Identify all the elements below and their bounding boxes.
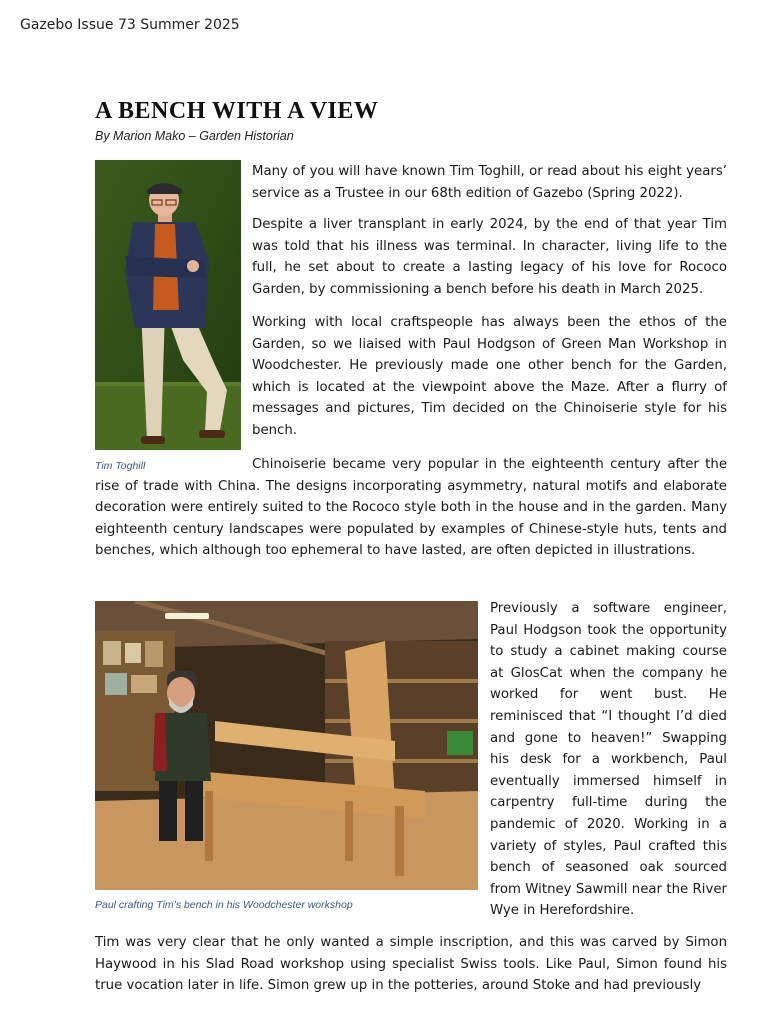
paragraph-paul-hodgson: Previously a software engineer, Paul Hodgson took the opportunity to study a cabinet making course at GlosCat when the company he worked for went bust. He reminisced that “I thought I’d died and gone to heaven!” Swapping his desk for a workbench, Paul eventually immersed himself in carpentry full-time during the pandemic of 2020. Working in a variety of styles, Paul crafted this bench of seasoned oak sourced from Witney Sawmill near the River Wye in Herefordshire. [490,601,727,919]
paragraph-illness: Despite a liver transplant in early 2024, by the end of that year Tim was told that his illness was terminal. In character, living life to the full, he set about to create a lasting legacy of his love for Rococo Garden, by commissioning a bench before his death in March 2025. [252,217,727,297]
paragraph-craftspeople: Working with local craftspeople has always been the ethos of the Garden, so we liaised with Paul Hodgson of Green Man Workshop in Woodchester. He previously made one other bench for the Garden, which is located at the viewpoint above the Maze. After a flurry of messages and pictures, Tim decided on the Chinoiserie style for his bench. [252,315,727,438]
workshop-photo [95,601,478,890]
article-byline: By Marion Mako – Garden Historian [95,129,294,143]
paragraph-intro: Many of you will have known Tim Toghill, or read about his eight years’ service as a Trustee in our 68th edition of Gazebo (Spring 2022). [252,164,727,201]
workshop-caption: Paul crafting Tim’s bench in his Woodchester workshop [95,899,353,911]
tim-toghill-photo [95,160,241,450]
running-header: Gazebo Issue 73 Summer 2025 [20,17,240,33]
tim-toghill-caption: Tim Toghill [95,460,146,472]
article-title: A BENCH WITH A VIEW [95,98,379,124]
paragraph-inscription: Tim was very clear that he only wanted a simple inscription, and this was carved by Simon Haywood in his Slad Road workshop using specialist Swiss tools. Like Paul, Simon found his true vocation later in life. Simon grew up in the potteries, around Stoke and had previously [95,935,727,994]
paragraph-chinoiserie: Chinoiserie became very popular in the eighteenth century after the rise of trade with China. The designs incorporating asymmetry, natural motifs and elaborate decoration were entirely suited to the Rococo style both in the house and in the garden. Many eighteenth century landscapes were populated by examples of Chinese-style huts, tents and benches, which although too ephemeral to have lasted, are often depicted in illustrations. [95,457,727,559]
